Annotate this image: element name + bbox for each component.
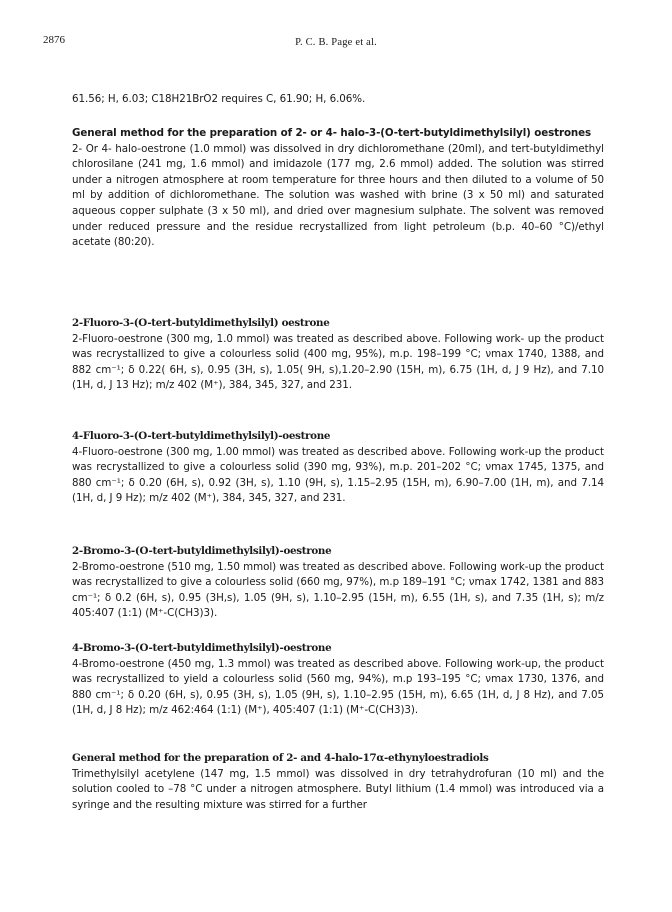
section-body: Trimethylsilyl acetylene (147 mg, 1.5 mmol) was dissolved in dry tetrahydrofuran (10 ml) and the solution cooled to –78 °C under a nitrogen atmosphere. Butyl lithium (1.4 mmol) was introduced via a syringe and the resulting mixture was stirred for a further xyxy=(72,767,604,811)
section-body: 2-Bromo-oestrone (510 mg, 1.50 mmol) was treated as described above. Following work-up the product was recrystallized to give a colourless solid (660 mg, 97%), m.p 189–191 °C; νmax 1742, 1381 and 883 cm⁻¹; δ 0.2 (6H, s), 0.95 (3H,s), 1.05 (9H, s), 1.10–2.95 (15H, m), 6.55 (1H, s), and 7.35 (1H, s); m/z 405:407 (1:1) (M⁺-C(CH3)3). xyxy=(72,560,604,620)
section-body: 4-Bromo-oestrone (450 mg, 1.3 mmol) was treated as described above. Following work-up, the product was recrystallized to yield a colourless solid (560 mg, 94%), m.p 193–195 °C; νmax 1730, 1376, and 880 cm⁻¹; δ 0.20 (6H, s), 0.95 (3H, s), 1.05 (9H, s), 1.10–2.95 (15H, m), 6.65 (1H, d, J 8 Hz), and 7.05 (1H, d, J 8 Hz); m/z 462:464 (1:1) (M⁺), 405:407 (1:1) (M⁺-C(CH3)3). xyxy=(72,657,604,717)
intro-line: 61.56; H, 6.03; C18H21BrO2 requires C, 61.90; H, 6.06%. xyxy=(72,93,366,105)
section-2-fluoro xyxy=(72,316,604,394)
section-2-bromo xyxy=(72,544,604,622)
section-4-fluoro xyxy=(72,429,604,507)
section-heading: 2-Fluoro-3-(O-tert-butyldimethylsilyl) oestrone xyxy=(72,317,330,329)
section-body: 2- Or 4- halo-oestrone (1.0 mmol) was dissolved in dry dichloromethane (20ml), and tert-butyldimethyl chlorosilane (241 mg, 1.6 mmol) and imidazole (177 mg, 2.6 mmol) added. The solution was stirred under a nitrogen atmosphere at room temperature for three hours and then diluted to a volume of 50 ml by addition of dichloromethane. The solution was washed with brine (3 x 50 ml) and saturated aqueous copper sulphate (3 x 50 ml), and dried over magnesium sulphate. The solvent was removed under reduced pressure and the residue recrystallized from light petroleum (b.p. 40–60 °C)/ethyl acetate (80:20). xyxy=(72,142,604,249)
section-general-method-silyl xyxy=(72,126,604,251)
section-body: 2-Fluoro-oestrone (300 mg, 1.0 mmol) was treated as described above. Following work- up the product was recrystallized to give a colourless solid (400 mg, 95%), m.p. 198–199 °C; νmax 1740, 1388, and 882 cm⁻¹; δ 0.22( 6H, s), 0.95 (3H, s), 1.05( 9H, s),1.20–2.90 (15H, m), 6.75 (1H, d, J 9 Hz), and 7.10 (1H, d, J 13 Hz); m/z 402 (M⁺), 384, 345, 327, and 231. xyxy=(72,332,604,392)
running-head: P. C. B. Page et al. xyxy=(295,37,377,48)
section-body: 4-Fluoro-oestrone (300 mg, 1.00 mmol) was treated as described above. Following work-up the product was recrystallized to give a colourless solid (390 mg, 93%), m.p. 201–202 °C; νmax 1745, 1375, and 880 cm⁻¹; δ 0.20 (6H, s), 0.92 (3H, s), 1.10 (9H, s), 1.15–2.95 (15H, m), 6.90–7.00 (1H, m), and 7.14 (1H, d, J 9 Hz); m/z 402 (M⁺), 384, 345, 327, and 231. xyxy=(72,445,604,505)
section-heading: 4-Fluoro-3-(O-tert-butyldimethylsilyl)-oestrone xyxy=(72,430,331,442)
page-number: 2876 xyxy=(43,34,65,46)
section-heading: 4-Bromo-3-(O-tert-butyldimethylsilyl)-oestrone xyxy=(72,642,332,654)
section-general-method-ethynyl xyxy=(72,751,604,813)
section-heading: 2-Bromo-3-(O-tert-butyldimethylsilyl)-oestrone xyxy=(72,545,332,557)
section-4-bromo xyxy=(72,641,604,719)
section-heading: General method for the preparation of 2- and 4-halo-17α-ethynyloestradiols xyxy=(72,752,489,764)
section-heading: General method for the preparation of 2- or 4- halo-3-(O-tert-butyldimethylsilyl) oestrones xyxy=(72,127,592,139)
